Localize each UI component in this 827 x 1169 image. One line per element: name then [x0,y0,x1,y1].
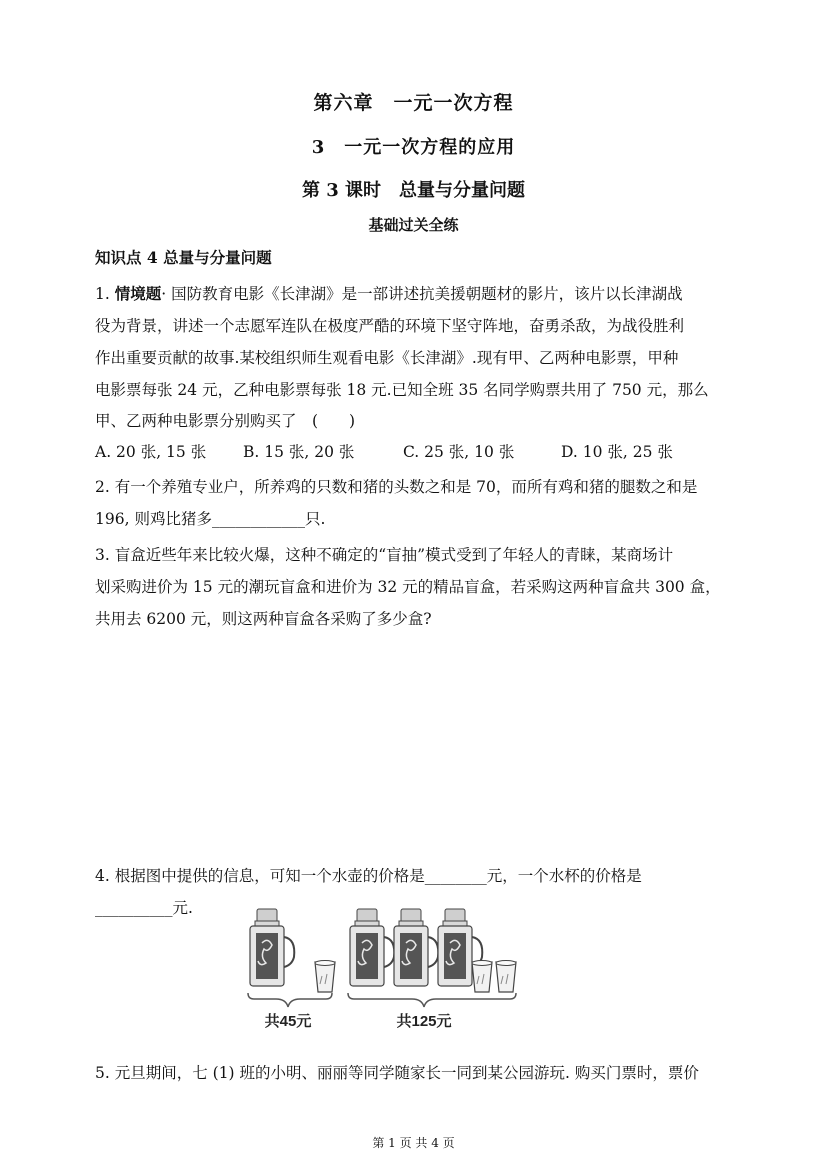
kettle-icon [250,909,294,986]
kettle-icon [394,909,438,986]
right-brace [348,993,516,1007]
section-title: 3 一元一次方程的应用 [311,137,516,158]
q3-line-3: 共用去 6200 元，则这两种盲盒各采购了多少盒? [95,610,432,628]
q2-line-2: 196, 则鸡比猪多____________只. [95,510,326,528]
q1-line-1-text: · 国防教育电影《长津湖》是一部讲述抗美援朝题材的影片，该片以长津湖战 [161,285,683,303]
q1-line-5: 甲、乙两种电影票分别购买了 ( ) [95,412,356,430]
q4-line-2: __________元. [95,899,193,917]
q1-option-c: C. 25 张, 10 张 [403,443,515,461]
q5-line-1: 5. 元旦期间，七 (1) 班的小明、丽丽等同学随家长一同到某公园游玩. 购买门票时，票价 [95,1064,699,1082]
cup-icon [472,961,492,993]
q1-option-d: D. 10 张, 25 张 [561,443,673,461]
q2-line-1: 2. 有一个养殖专业户，所养鸡的只数和猪的头数之和是 70，而所有鸡和猪的腿数之和是 [95,478,698,496]
q1-line-4: 电影票每张 24 元，乙种电影票每张 18 元.已知全班 35 名同学购票共用了 750 元，那么 [95,381,709,399]
right-total-label: 共125元 [396,1013,452,1030]
left-brace [248,993,332,1007]
exercise-level-heading: 基础过关全练 [368,216,459,234]
q1-line-3: 作出重要贡献的故事.某校组织师生观看电影《长津湖》.现有甲、乙两种电影票，甲种 [95,349,679,367]
q1-tag: 情境题 [114,284,162,303]
q1-option-a: A. 20 张, 15 张 [95,443,207,461]
knowledge-point-heading: 知识点 4 总量与分量问题 [95,248,272,267]
q1-line-2: 役为背景，讲述一个志愿军连队在极度严酷的环境下坚守阵地，奋勇杀敌，为战役胜利 [95,317,685,335]
chapter-title: 第六章 一元一次方程 [313,92,514,114]
kettle-cup-figure [240,905,530,1035]
cup-icon [496,961,516,993]
q1-option-b: B. 15 张, 20 张 [243,443,355,461]
cup-icon [315,961,335,993]
q3-line-1: 3. 盲盒近些年来比较火爆，这种不确定的“盲抽”模式受到了年轻人的青睐，某商场计 [95,546,674,564]
q4-line-1: 4. 根据图中提供的信息，可知一个水壶的价格是________元，一个水杯的价格是 [95,867,642,885]
q1-line-1: 1. 情境题· 国防教育电影《长津湖》是一部讲述抗美援朝题材的影片，该片以长津湖战 [95,284,683,303]
page-footer: 第 1 页 共 4 页 [372,1136,455,1150]
lesson-title: 第 3 课时 总量与分量问题 [301,180,526,201]
left-total-label: 共45元 [264,1013,312,1030]
kettle-icon [350,909,394,986]
q3-line-2: 划采购进价为 15 元的潮玩盲盒和进价为 32 元的精品盲盒，若采购这两种盲盒共 300 盒， [95,578,721,596]
